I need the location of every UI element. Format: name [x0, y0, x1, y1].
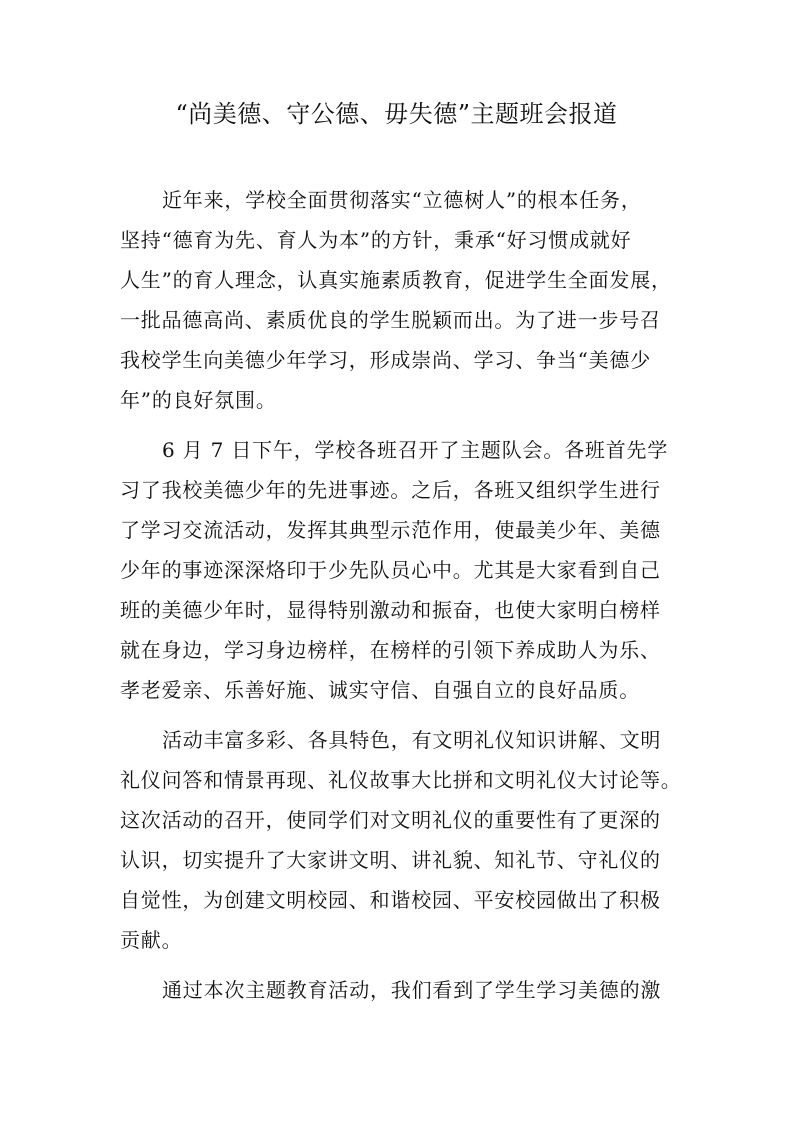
document-title: “尚美德、守公德、毋失德”主题班会报道 — [175, 100, 618, 128]
paragraph-3-line-1: 活动丰富多彩、各具特色，有文明礼仪知识讲解、文明 — [162, 728, 662, 752]
paragraph-2-line-7: 孝老爱亲、乐善好施、诚实守信、自强自立的良好品质。 — [120, 678, 640, 702]
paragraph-1-line-1: 近年来，学校全面贯彻落实“立德树人”的根本任务， — [162, 188, 642, 212]
paragraph-3-line-3: 这次活动的召开，使同学们对文明礼仪的重要性有了更深的 — [120, 808, 661, 832]
paragraph-2-line-2: 习了我校美德少年的先进事迹。之后，各班又组织学生进行 — [120, 478, 661, 502]
paragraph-3-line-6: 贡献。 — [120, 928, 183, 952]
paragraph-3-line-2: 礼仪问答和情景再现、礼仪故事大比拼和文明礼仪大讨论等。 — [120, 768, 682, 792]
paragraph-1-line-4: 一批品德高尚、素质优良的学生脱颖而出。为了进一步号召 — [120, 308, 661, 332]
paragraph-2-line-4: 少年的事迹深深烙印于少先队员心中。尤其是大家看到自己 — [120, 558, 661, 582]
paragraph-3-line-5: 自觉性，为创建文明校园、和谐校园、平安校园做出了积极 — [120, 888, 661, 912]
paragraph-4-line-1: 通过本次主题教育活动，我们看到了学生学习美德的激 — [162, 978, 662, 1002]
paragraph-1-line-5: 我校学生向美德少年学习，形成崇尚、学习、争当“美德少 — [120, 348, 652, 372]
paragraph-3-line-4: 认识，切实提升了大家讲文明、讲礼貌、知礼节、守礼仪的 — [120, 848, 661, 872]
paragraph-2-line-6: 就在身边，学习身边榜样，在榜样的引领下养成助人为乐、 — [120, 638, 661, 662]
paragraph-1-line-3: 人生”的育人理念，认真实施素质教育，促进学生全面发展， — [120, 268, 672, 292]
paragraph-2-line-1: 6 月 7 日下午，学校各班召开了主题队会。各班首先学 — [162, 438, 669, 462]
paragraph-1-line-6: 年”的良好氛围。 — [120, 388, 277, 412]
paragraph-2-line-5: 班的美德少年时，显得特别激动和振奋，也使大家明白榜样 — [120, 598, 661, 622]
paragraph-1-line-2: 坚持“德育为先、育人为本”的方针，秉承“好习惯成就好 — [120, 228, 632, 252]
paragraph-2-line-3: 了学习交流活动，发挥其典型示范作用，使最美少年、美德 — [120, 518, 661, 542]
